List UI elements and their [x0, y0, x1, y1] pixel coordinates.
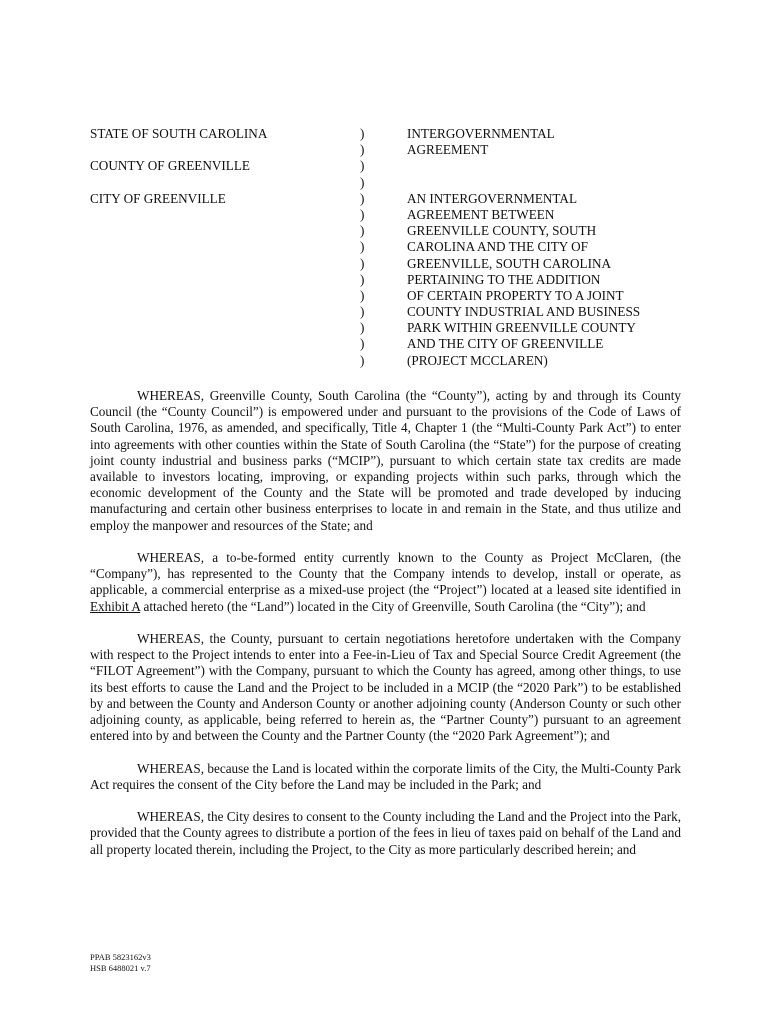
recital-text: attached hereto (the “Land”) located in the City of Greenville, South Carolina (the “City”); and: [140, 598, 646, 614]
caption-paren: ): [360, 320, 365, 336]
caption-paren: ): [360, 174, 365, 190]
document-title-line: INTERGOVERNMENTAL: [407, 126, 555, 141]
caption-city: CITY OF GREENVILLE: [90, 190, 226, 206]
description-line: CAROLINA AND THE CITY OF: [407, 239, 588, 255]
caption-paren: ): [360, 255, 365, 271]
description-line: AND THE CITY OF GREENVILLE: [407, 336, 604, 352]
caption-county: COUNTY OF GREENVILLE: [90, 158, 250, 174]
caption-paren: ): [360, 239, 365, 255]
recital-paragraph-1: WHEREAS, Greenville County, South Carolina (the “County”), acting by and through its County Council (the “County Council”) is empowered under and pursuant to the provisions of the Code of Laws of South Carolina, 1976, as amended, and specifically, Title 4, Chapter 1 (the “Multi-County Park Act”) to enter into agreements with other counties within the State of South Carolina (the “State”) for the purpose of creating joint county industrial and business parks (“MCIP”), pursuant to which certain state tax credits are made available to investors locating, improving, or expanding projects within such parks, through which the economic development of the County and the State will be promoted and trade developed by inducing manufacturing and certain other business enterprises to locate in and remain in the State, and thus utilize and employ the manpower and resources of the State; and: [90, 388, 681, 533]
description-line: AGREEMENT BETWEEN: [407, 206, 555, 222]
document-footer: [90, 952, 151, 974]
description-line: OF CERTAIN PROPERTY TO A JOINT: [407, 287, 624, 303]
exhibit-a-reference: Exhibit A: [90, 598, 141, 614]
recital-paragraph-2: [90, 550, 681, 615]
description-line: COUNTY INDUSTRIAL AND BUSINESS: [407, 304, 641, 320]
caption-paren: ): [360, 271, 365, 287]
caption-paren: ): [360, 206, 365, 222]
recital-paragraph-3: WHEREAS, the County, pursuant to certain negotiations heretofore undertaken with the Company with respect to the Project intends to enter into a Fee-in-Lieu of Tax and Special Source Credit Agreement (the “FILOT Agreement”) with the Company, pursuant to which the County has agreed, among other things, to use its best efforts to cause the Land and the Project to be included in a MCIP (the “2020 Park”) to be established by and between the County and Anderson County or another adjoining county (Anderson County or such other adjoining county, as applicable, being referred to herein as, the “Partner County”) pursuant to an agreement entered into by and between the County and the Partner County (the “2020 Park Agreement”); and: [90, 631, 681, 744]
description-line: AN INTERGOVERNMENTAL: [407, 190, 577, 206]
recital-paragraph-4: WHEREAS, because the Land is located within the corporate limits of the City, the Multi-County Park Act requires the consent of the City before the Land may be included in the Park; and: [90, 760, 681, 792]
recitals: [90, 388, 681, 874]
description-line: PERTAINING TO THE ADDITION: [407, 271, 601, 287]
description-line: (PROJECT MCCLAREN): [407, 352, 548, 368]
caption-paren: ): [360, 287, 365, 303]
recital-text: WHEREAS, a to-be-formed entity currently known to the County as Project McClaren, (the “Company”), has represented to the County that the Company intends to develop, install or operate, as applicable, a commercial enterprise as a mixed-use project (the “Project”) located at a leased site identified in: [90, 550, 681, 598]
footer-doc-id: PPAB 5823162v3: [90, 952, 151, 962]
caption-blank-line: [407, 158, 640, 174]
caption-paren: ): [360, 126, 365, 141]
description-line: PARK WITHIN GREENVILLE COUNTY: [407, 320, 636, 336]
caption-blank-line: [407, 175, 640, 191]
caption-state: STATE OF SOUTH CAROLINA: [90, 126, 268, 141]
document-title-line: AGREEMENT: [407, 142, 489, 158]
description-line: GREENVILLE, SOUTH CAROLINA: [407, 255, 612, 271]
caption-blank-line: [90, 175, 267, 191]
caption-divider-column: [360, 126, 364, 369]
recital-paragraph-5: WHEREAS, the City desires to consent to the County including the Land and the Project into the Park, provided that the County agrees to distribute a portion of the fees in lieu of taxes paid on behalf of the Land and all property located therein, including the Project, to the City as more particularly described herein; and: [90, 809, 681, 857]
caption-jurisdictions: [90, 126, 267, 207]
caption-paren: ): [360, 158, 365, 174]
caption-title-block: [407, 126, 640, 369]
caption-paren: ): [360, 142, 365, 158]
caption-paren: ): [360, 190, 365, 206]
footer-doc-id: HSB 6488021 v.7: [90, 963, 151, 973]
caption-paren: ): [360, 352, 365, 368]
caption-paren: ): [360, 223, 365, 239]
caption-blank-line: [90, 142, 267, 158]
caption-paren: ): [360, 336, 365, 352]
description-line: GREENVILLE COUNTY, SOUTH: [407, 223, 597, 239]
caption-paren: ): [360, 304, 365, 320]
